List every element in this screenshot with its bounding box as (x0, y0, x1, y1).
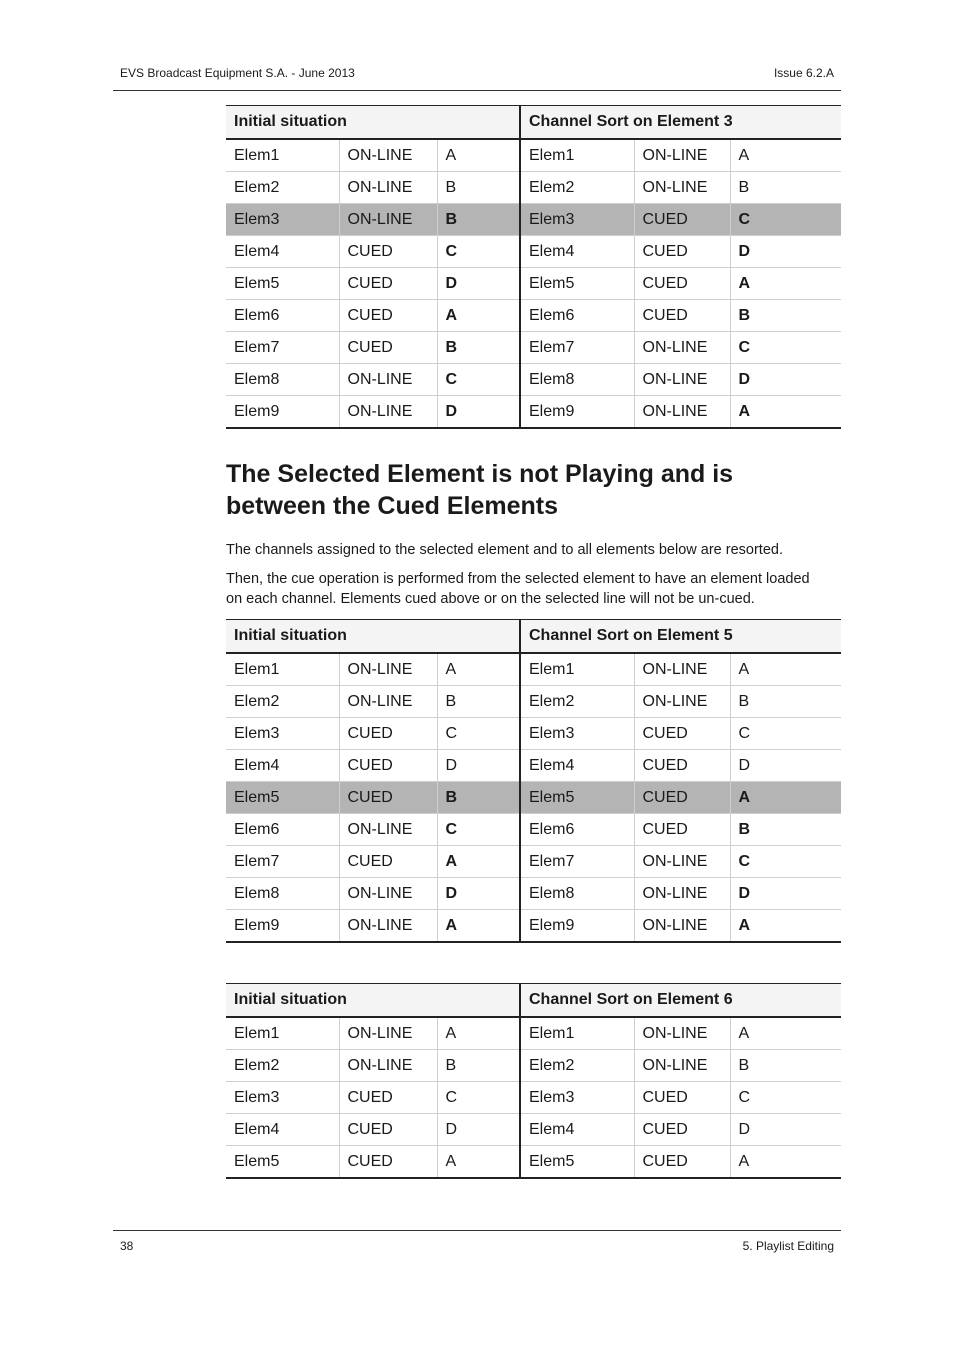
cell-element: Elem1 (226, 653, 339, 686)
cell-channel: C (437, 364, 520, 396)
cell-element: Elem9 (226, 396, 339, 429)
cell-channel: C (437, 1082, 520, 1114)
cell-element: Elem1 (520, 1017, 634, 1050)
header-channel-sort: Channel Sort on Element 3 (520, 106, 841, 140)
cell-channel: C (730, 718, 841, 750)
cell-element: Elem5 (520, 268, 634, 300)
table-row (226, 1114, 841, 1146)
table-row (226, 364, 841, 396)
table-row (226, 139, 841, 172)
table-row (226, 300, 841, 332)
cell-channel: D (730, 1114, 841, 1146)
cell-channel: C (730, 332, 841, 364)
cell-element: Elem3 (226, 1082, 339, 1114)
cell-channel: B (730, 686, 841, 718)
cell-status: CUED (634, 782, 730, 814)
cell-element: Elem4 (520, 750, 634, 782)
cell-element: Elem7 (226, 846, 339, 878)
cell-channel: B (437, 1050, 520, 1082)
table-row (226, 814, 841, 846)
cell-status: CUED (339, 268, 437, 300)
cell-element: Elem4 (520, 1114, 634, 1146)
cell-status: ON-LINE (339, 172, 437, 204)
cell-status: CUED (339, 846, 437, 878)
cell-status: CUED (634, 204, 730, 236)
table-channel-sort-element-5 (226, 619, 841, 943)
cell-status: ON-LINE (634, 653, 730, 686)
table-row (226, 204, 841, 236)
section-body (226, 458, 841, 609)
cell-element: Elem2 (520, 1050, 634, 1082)
cell-channel: D (730, 750, 841, 782)
cell-channel: A (437, 653, 520, 686)
cell-element: Elem1 (520, 653, 634, 686)
cell-element: Elem5 (226, 782, 339, 814)
cell-element: Elem4 (520, 236, 634, 268)
table-row (226, 172, 841, 204)
sort-table (226, 105, 841, 429)
cell-status: ON-LINE (634, 1050, 730, 1082)
table-row (226, 653, 841, 686)
cell-element: Elem5 (520, 1146, 634, 1179)
cell-channel: D (437, 396, 520, 429)
table-row (226, 750, 841, 782)
table-row (226, 1082, 841, 1114)
header-initial-situation: Initial situation (226, 106, 520, 140)
cell-channel: A (730, 910, 841, 943)
page-footer (113, 1230, 841, 1255)
cell-channel: A (730, 268, 841, 300)
cell-status: CUED (634, 300, 730, 332)
cell-status: ON-LINE (339, 204, 437, 236)
cell-channel: A (437, 1146, 520, 1179)
cell-channel: B (437, 204, 520, 236)
cell-element: Elem4 (226, 236, 339, 268)
cell-status: CUED (634, 750, 730, 782)
cell-status: ON-LINE (339, 396, 437, 429)
cell-channel: D (730, 364, 841, 396)
cell-status: ON-LINE (634, 910, 730, 943)
table-row (226, 268, 841, 300)
cell-status: ON-LINE (634, 364, 730, 396)
cell-channel: B (437, 172, 520, 204)
cell-element: Elem3 (520, 718, 634, 750)
cell-channel: A (437, 910, 520, 943)
cell-channel: C (730, 1082, 841, 1114)
cell-channel: B (730, 1050, 841, 1082)
cell-status: CUED (634, 236, 730, 268)
table-row (226, 396, 841, 429)
cell-element: Elem4 (226, 1114, 339, 1146)
cell-status: ON-LINE (339, 1050, 437, 1082)
cell-channel: A (730, 653, 841, 686)
cell-element: Elem2 (226, 172, 339, 204)
cell-channel: A (437, 139, 520, 172)
cell-channel: B (437, 332, 520, 364)
cell-channel: A (730, 139, 841, 172)
cell-element: Elem9 (520, 910, 634, 943)
cell-channel: C (437, 814, 520, 846)
cell-element: Elem9 (520, 396, 634, 429)
section-title (226, 458, 841, 522)
cell-channel: D (437, 268, 520, 300)
table-row (226, 718, 841, 750)
cell-element: Elem5 (226, 1146, 339, 1179)
cell-channel: C (437, 236, 520, 268)
cell-channel: C (730, 846, 841, 878)
paragraph-line: Then, the cue operation is performed from the selected element to have an element loaded (226, 571, 810, 587)
cell-element: Elem2 (520, 172, 634, 204)
header-initial-situation: Initial situation (226, 984, 520, 1018)
cell-status: CUED (634, 1146, 730, 1179)
cell-element: Elem9 (226, 910, 339, 943)
cell-status: ON-LINE (339, 814, 437, 846)
cell-status: CUED (634, 1114, 730, 1146)
cell-status: CUED (634, 1082, 730, 1114)
cell-element: Elem2 (520, 686, 634, 718)
cell-element: Elem5 (226, 268, 339, 300)
cell-channel: A (437, 846, 520, 878)
cell-status: ON-LINE (339, 139, 437, 172)
cell-channel: A (437, 300, 520, 332)
cell-element: Elem6 (226, 300, 339, 332)
cell-element: Elem7 (520, 332, 634, 364)
cell-status: ON-LINE (634, 172, 730, 204)
cell-status: ON-LINE (339, 653, 437, 686)
cell-status: CUED (339, 236, 437, 268)
cell-status: CUED (339, 1114, 437, 1146)
cell-channel: B (730, 300, 841, 332)
cell-element: Elem6 (226, 814, 339, 846)
cell-status: ON-LINE (339, 878, 437, 910)
cell-channel: A (437, 1017, 520, 1050)
cell-channel: A (730, 1017, 841, 1050)
cell-status: ON-LINE (339, 364, 437, 396)
cell-element: Elem3 (520, 204, 634, 236)
section-title-line2: between the Cued Elements (226, 492, 559, 520)
cell-element: Elem8 (520, 364, 634, 396)
cell-status: ON-LINE (339, 686, 437, 718)
cell-channel: B (437, 686, 520, 718)
header-channel-sort: Channel Sort on Element 5 (520, 620, 841, 654)
cell-channel: A (730, 1146, 841, 1179)
cell-status: CUED (339, 782, 437, 814)
table-channel-sort-element-6 (226, 983, 841, 1179)
cell-element: Elem5 (520, 782, 634, 814)
cell-channel: C (730, 204, 841, 236)
cell-status: CUED (634, 814, 730, 846)
cell-element: Elem7 (226, 332, 339, 364)
cell-channel: B (730, 814, 841, 846)
cell-channel: C (437, 718, 520, 750)
table-row (226, 910, 841, 943)
chapter-title: 5. Playlist Editing (742, 1239, 834, 1253)
cell-status: ON-LINE (339, 910, 437, 943)
cell-channel: D (730, 236, 841, 268)
cell-status: ON-LINE (634, 1017, 730, 1050)
cell-element: Elem8 (226, 364, 339, 396)
cell-status: ON-LINE (634, 846, 730, 878)
cell-status: CUED (634, 268, 730, 300)
cell-element: Elem1 (226, 139, 339, 172)
cell-element: Elem3 (226, 204, 339, 236)
paragraph: The channels assigned to the selected element and to all elements below are resorted. (226, 542, 783, 558)
cell-element: Elem3 (520, 1082, 634, 1114)
cell-element: Elem4 (226, 750, 339, 782)
cell-status: CUED (339, 300, 437, 332)
page-number: 38 (120, 1239, 134, 1253)
header-issue: Issue 6.2.A (773, 66, 834, 80)
section-title-line1: The Selected Element is not Playing and is (226, 460, 734, 488)
cell-element: Elem3 (226, 718, 339, 750)
cell-channel: D (730, 878, 841, 910)
table-row (226, 782, 841, 814)
table-channel-sort-element-3 (226, 105, 841, 429)
sort-table (226, 983, 841, 1179)
cell-status: ON-LINE (634, 396, 730, 429)
header-channel-sort: Channel Sort on Element 6 (520, 984, 841, 1018)
cell-element: Elem1 (520, 139, 634, 172)
cell-channel: D (437, 1114, 520, 1146)
cell-channel: D (437, 750, 520, 782)
cell-status: CUED (339, 332, 437, 364)
cell-element: Elem2 (226, 1050, 339, 1082)
cell-status: CUED (339, 718, 437, 750)
table-row (226, 686, 841, 718)
table-row (226, 1050, 841, 1082)
cell-element: Elem2 (226, 686, 339, 718)
paragraph (226, 569, 841, 609)
cell-element: Elem1 (226, 1017, 339, 1050)
paragraph-line: on each channel. Elements cued above or on the selected line will not be un-cued. (226, 591, 755, 607)
cell-element: Elem6 (520, 814, 634, 846)
table-row (226, 846, 841, 878)
cell-element: Elem8 (520, 878, 634, 910)
table-row (226, 1017, 841, 1050)
cell-channel: A (730, 782, 841, 814)
header-publisher: EVS Broadcast Equipment S.A. - June 2013 (120, 66, 355, 80)
cell-status: ON-LINE (634, 332, 730, 364)
cell-status: CUED (634, 718, 730, 750)
cell-status: CUED (339, 1082, 437, 1114)
cell-channel: B (437, 782, 520, 814)
page-header (113, 60, 841, 91)
cell-element: Elem8 (226, 878, 339, 910)
cell-status: CUED (339, 750, 437, 782)
table-row (226, 1146, 841, 1179)
cell-status: ON-LINE (634, 139, 730, 172)
cell-element: Elem7 (520, 846, 634, 878)
table-row (226, 878, 841, 910)
table-row (226, 236, 841, 268)
cell-element: Elem6 (520, 300, 634, 332)
cell-status: ON-LINE (634, 686, 730, 718)
sort-table (226, 619, 841, 943)
header-initial-situation: Initial situation (226, 620, 520, 654)
cell-channel: D (437, 878, 520, 910)
cell-status: ON-LINE (634, 878, 730, 910)
cell-status: ON-LINE (339, 1017, 437, 1050)
cell-channel: B (730, 172, 841, 204)
cell-channel: A (730, 396, 841, 429)
cell-status: CUED (339, 1146, 437, 1179)
table-row (226, 332, 841, 364)
